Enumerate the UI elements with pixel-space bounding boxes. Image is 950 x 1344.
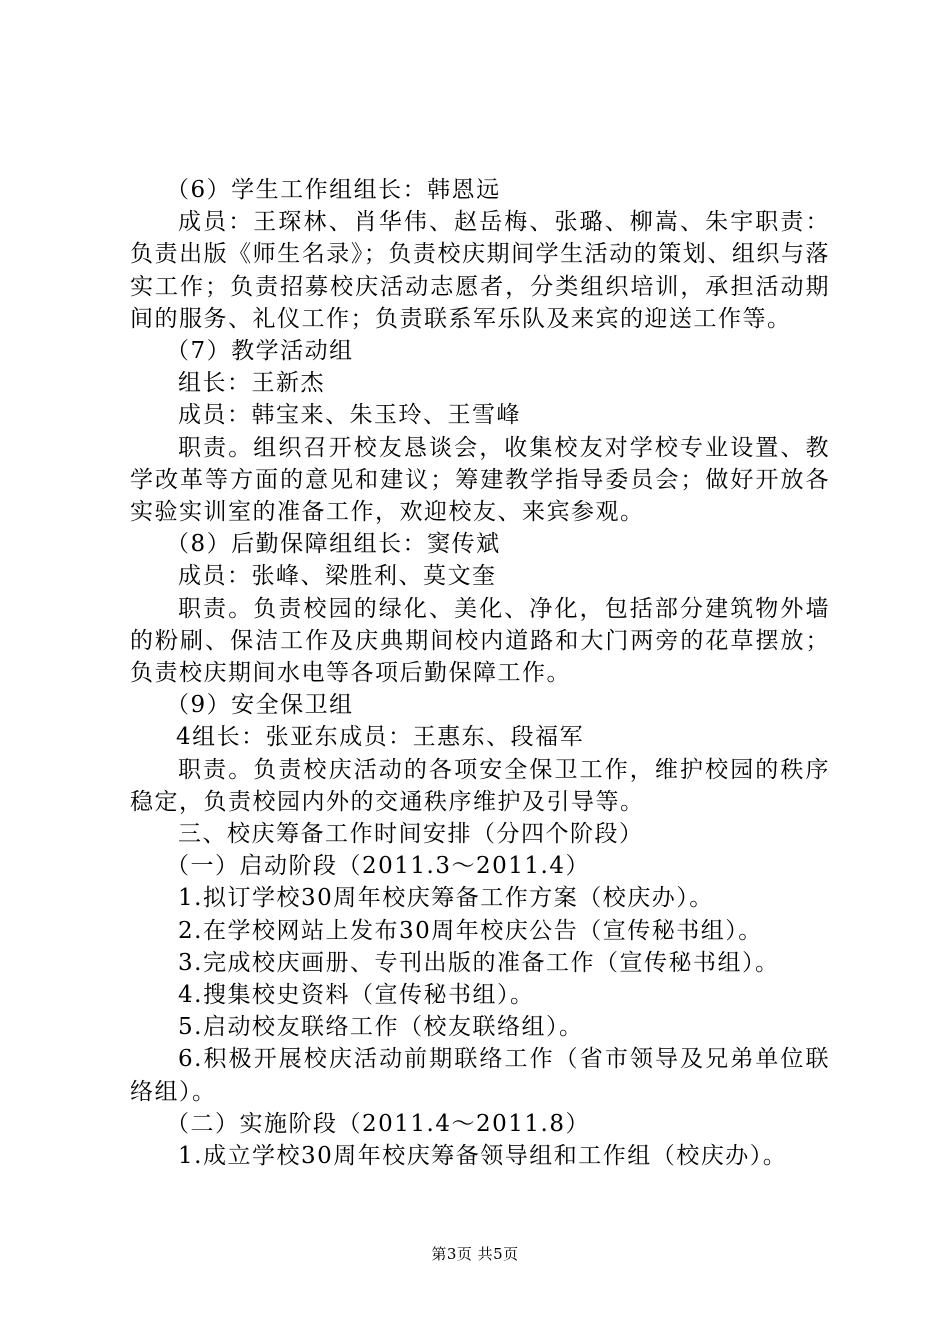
document-body <box>130 174 830 1172</box>
phase-1-item-3: 3.完成校庆画册、专刊出版的准备工作（宣传秘书组）。 <box>178 949 780 976</box>
section-7-duties: 职责。组织召开校友恳谈会，收集校友对学校专业设置、教学改革等方面的意见和建议；筹建教学指导委员会；做好开放各实验实训室的准备工作，欢迎校友、来宾参观。 <box>130 434 830 526</box>
section-9-heading: （9）安全保卫组 <box>166 692 354 719</box>
phase-1-item-4: 4.搜集校史资料（宣传秘书组）。 <box>178 982 535 1009</box>
phase-1-item-5: 5.启动校友联络工作（校友联络组）。 <box>178 1014 584 1041</box>
section-9-leader-members: 4组长：张亚东成员：王惠东、段福军 <box>176 724 585 751</box>
phase-1-heading: （一）启动阶段（2011.3～2011.4） <box>166 853 590 880</box>
page-number: 第3页 共5页 <box>431 1245 519 1263</box>
page-footer <box>0 1243 950 1264</box>
phase-2-heading: （二）实施阶段（2011.4～2011.8） <box>166 1110 590 1137</box>
section-7-heading: （7）教学活动组 <box>166 338 354 365</box>
section-8-heading: （8）后勤保障组组长：窦传斌 <box>166 531 501 558</box>
section-6-heading: （6）学生工作组组长：韩恩远 <box>166 177 501 203</box>
section-7-leader: 组长：王新杰 <box>178 370 325 397</box>
phase-1-item-1: 1.拟订学校30周年校庆筹备工作方案（校庆办）。 <box>178 885 714 912</box>
section-9-duties: 职责。负责校庆活动的各项安全保卫工作，维护校园的秩序稳定，负责校园内外的交通秩序维护及引导等。 <box>130 756 830 815</box>
section-6-members-duties: 成员：王琛林、肖华伟、赵岳梅、张璐、柳嵩、朱宇职责：负责出版《师生名录》；负责校庆期间学生活动的策划、组织与落实工作；负责招募校庆活动志愿者，分类组织培训，承担活动期间的服务、礼仪工作；负责联系军乐队及来宾的迎送工作等。 <box>130 209 830 332</box>
section-7-members: 成员：韩宝来、朱玉玲、王雪峰 <box>178 402 521 429</box>
phase-1-item-6: 6.积极开展校庆活动前期联络工作（省市领导及兄弟单位联络组）。 <box>130 1046 830 1105</box>
phase-2-item-1: 1.成立学校30周年校庆筹备领导组和工作组（校庆办）。 <box>178 1143 788 1170</box>
schedule-heading: 三、校庆筹备工作时间安排（分四个阶段） <box>178 821 644 848</box>
section-8-duties: 职责。负责校园的绿化、美化、净化，包括部分建筑物外墙的粉刷、保洁工作及庆典期间校内道路和大门两旁的花草摆放；负责校庆期间水电等各项后勤保障工作。 <box>130 595 830 687</box>
phase-1-item-2: 2.在学校网站上发布30周年校庆公告（宣传秘书组）。 <box>178 917 763 944</box>
section-8-members: 成员：张峰、梁胜利、莫文奎 <box>178 563 497 590</box>
